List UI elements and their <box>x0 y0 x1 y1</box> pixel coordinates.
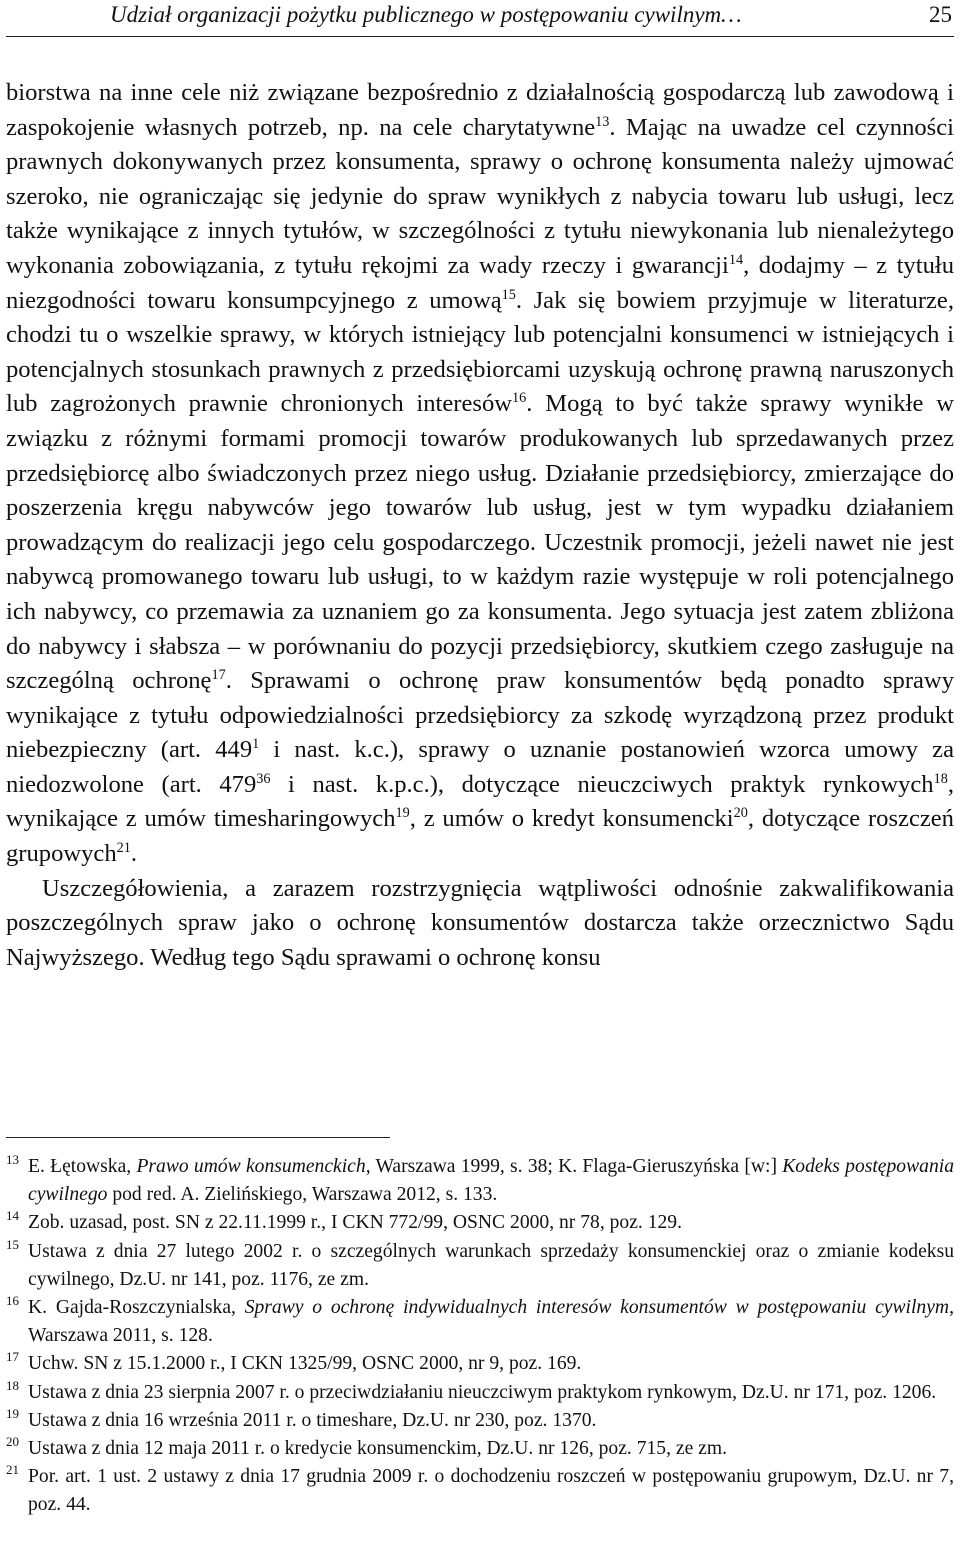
footnote-number: 15 <box>6 1236 19 1252</box>
footnote-21: 21 Por. art. 1 ust. 2 ustawy z dnia 17 grudnia 2009 r. o dochodzeniu roszczeń w postępowaniu grupowym, Dz.U. nr 7, poz. 44. <box>6 1463 954 1519</box>
footnote-number: 14 <box>6 1208 19 1224</box>
footnote-18: 18 Ustawa z dnia 23 sierpnia 2007 r. o przeciwdziałaniu nieuczciwym praktykom rynkowym, Dz.U. nr 171, poz. 1206. <box>6 1379 954 1407</box>
paragraph-1: biorstwa na inne cele niż związane bezpośrednio z działalnością gospodarczą lub zawodową i zaspokojenie własnych potrzeb, np. na cele charytatywne$^{13}$. Mając na uwadze cel czynności prawnych dokonywanych przez konsumenta, sprawy o ochronę konsumenta należy ujmować szeroko, nie ograniczając się jedynie do spraw wynikłych z nabycia towaru lub usługi, lecz także wynikające z innych tytułów, w szczególności z tytułu niewykonania lub nienależytego wykonania zobowiązania, z tytułu rękojmi za wady rzeczy i gwarancji$^{14}$, dodajmy – z tytułu niezgodności towaru konsumpcyjnego z umową$^{15}$. Jak się bowiem przyjmuje w literaturze, chodzi tu o wszelkie sprawy, w których istniejący lub potencjalni konsumenci w istniejących i potencjalnych stosunkach prawnych z przedsiębiorcami uzyskują ochronę prawną naruszonych lub zagrożonych prawnie chronionych interesów$^{16}$. Mogą to być także sprawy wynikłe w związku z różnymi formami promocji towarów produkowanych lub sprzedawanych przez przedsiębiorcę albo świadczonych przez niego usług. Działanie przedsiębiorcy, zmierzające do poszerzenia kręgu nabywców jego towarów lub usług, jest w tym wypadku działaniem prowadzącym do realizacji jego celu gospodarczego. Uczestnik promocji, jeżeli nawet nie jest nabywcą promowanego towaru lub usługi, to w każdym razie występuje w roli potencjalnego ich nabywcy, co przemawia za uznaniem go za konsumenta. Jego sytuacja jest zatem zbliżona do nabywcy i słabsza – w porównaniu do pozycji przedsiębiorcy, skutkiem czego zasługuje na szczególną ochronę$^{17}$. Sprawami o ochronę praw konsumentów będą ponadto sprawy wynikające z tytułu odpowiedzialności przedsiębiorcy za szkodę wyrządzoną przez produkt niebezpieczny (art. $449^1$ i nast. k.c.), sprawy o uznanie postanowień wzorca umowy za niedozwolone (art. $479^{36}$ i nast. k.p.c.), dotyczące nieuczciwych praktyk rynkowych$^{18}$, wynikające z umów timesharingowych$^{19}$, z umów o kredyt konsumencki$^{20}$, dotyczące roszczeń grupowych$^{21}$. <box>6 79 954 868</box>
footnote-20: 20 Ustawa z dnia 12 maja 2011 r. o kredycie konsumenckim, Dz.U. nr 126, poz. 715, ze zm. <box>6 1435 954 1463</box>
footnote-17: 17 Uchw. SN z 15.1.2000 r., I CKN 1325/99, OSNC 2000, nr 9, poz. 169. <box>6 1350 954 1378</box>
footnote-divider <box>6 1137 390 1138</box>
footnote-number: 17 <box>6 1349 19 1365</box>
article-superscript: 1 <box>252 736 260 753</box>
footnote-19: 19 Ustawa z dnia 16 września 2011 r. o timeshare, Dz.U. nr 230, poz. 1370. <box>6 1407 954 1435</box>
footnote-number: 13 <box>6 1152 19 1167</box>
main-text <box>6 76 954 975</box>
footnote-ref-15[interactable]: 15 <box>501 286 516 303</box>
footnote-number: 21 <box>6 1462 19 1478</box>
footnote-16: 16 K. Gajda-Roszczynialska, Sprawy o ochronę indywidualnych interesów konsumentów w postępowaniu cywilnym, Warszawa 2011, s. 128. <box>6 1294 954 1350</box>
footnote-ref-18[interactable]: 18 <box>933 771 948 788</box>
footnote-ref-20[interactable]: 20 <box>733 805 748 822</box>
footnote-13: 13 E. Łętowska, Prawo umów konsumenckich, Warszawa 1999, s. 38; K. Flaga-Gieruszyńska [w:] Kodeks postępowania cywilnego pod red. A. Zielińskiego, Warszawa 2012, s. 133. <box>6 1153 954 1209</box>
footnote-number: 19 <box>6 1405 19 1421</box>
article-superscript: 36 <box>256 771 271 788</box>
page-number: 25 <box>929 2 952 27</box>
footnotes <box>6 1153 954 1520</box>
page-header <box>6 2 954 36</box>
footnote-15: 15 Ustawa z dnia 27 lutego 2002 r. o szczególnych warunkach sprzedaży konsumenckiej oraz o zmianie kodeksu cywilnego, Dz.U. nr 141, poz. 1176, ze zm. <box>6 1238 954 1294</box>
footnote-ref-14[interactable]: 14 <box>728 252 744 269</box>
footnote-ref-21[interactable]: 21 <box>116 840 131 857</box>
paragraph-2: Uszczegółowienia, a zarazem rozstrzygnięcia wątpliwości odnośnie zakwalifikowania poszczególnych spraw jako o ochronę konsumentów dostarcza także orzecznictwo Sądu Najwyższego. Według tego Sądu sprawami o ochronę konsu <box>6 874 954 971</box>
footnote-number: 16 <box>6 1293 19 1309</box>
footnote-number: 20 <box>6 1434 19 1450</box>
footnote-ref-16[interactable]: 16 <box>512 390 527 407</box>
footnote-ref-13[interactable]: 13 <box>595 113 610 130</box>
header-divider <box>6 36 954 37</box>
footnote-14: 14 Zob. uzasad, post. SN z 22.11.1999 r., I CKN 772/99, OSNC 2000, nr 78, poz. 129. <box>6 1209 954 1237</box>
footnote-ref-17[interactable]: 17 <box>211 667 226 684</box>
running-title: Udział organizacji pożytku publicznego w postępowaniu cywilnym… <box>110 2 742 27</box>
footnote-ref-19[interactable]: 19 <box>395 805 410 822</box>
footnote-number: 18 <box>6 1377 19 1393</box>
